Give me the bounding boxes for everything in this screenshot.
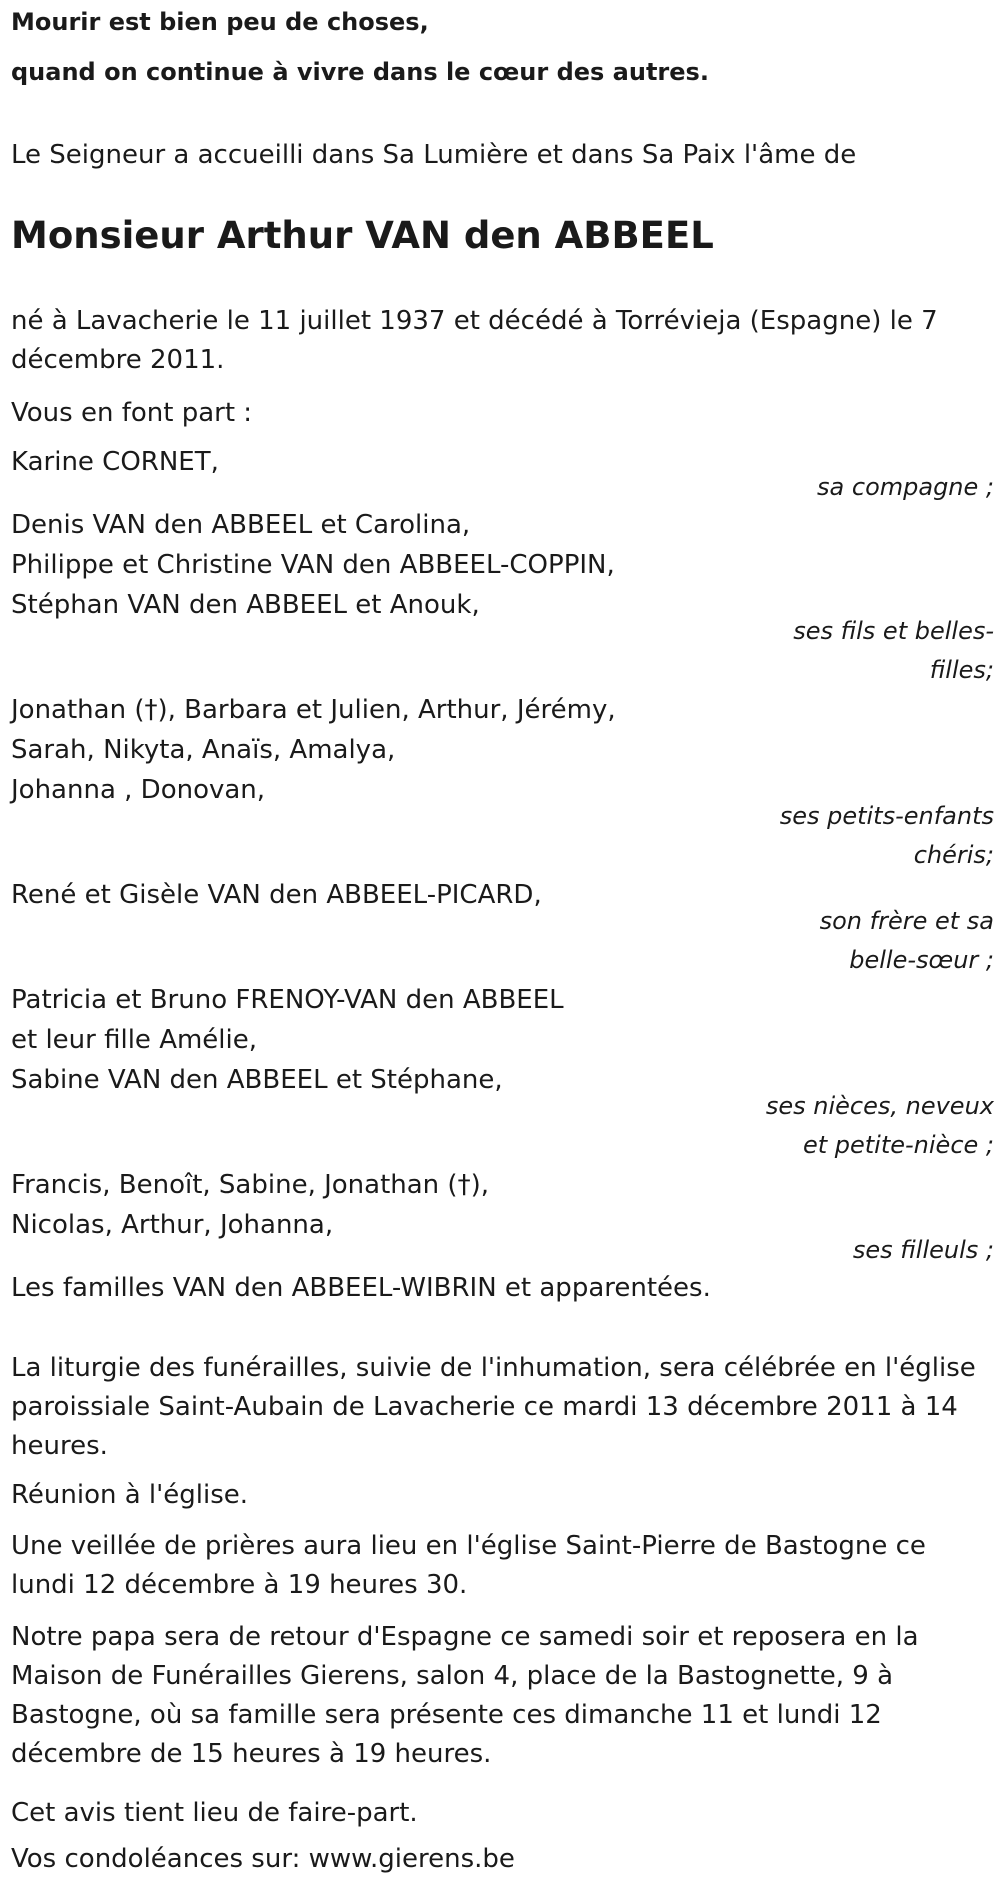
family-name-line: Sarah, Nikyta, Anaïs, Amalya,	[11, 735, 396, 765]
family-relation: son frère et sa	[819, 907, 994, 935]
family-name-line: Karine CORNET,	[11, 447, 219, 477]
family-relation: sa compagne ;	[817, 473, 994, 501]
intro-text: Le Seigneur a accueilli dans Sa Lumière et dans Sa Paix l'âme de	[11, 140, 857, 170]
family-name-line: Jonathan (†), Barbara et Julien, Arthur, Jérémy,	[11, 695, 616, 725]
condolences-text: Vos condoléances sur: www.gierens.be	[11, 1844, 515, 1874]
family-relation: ses nièces, neveux	[765, 1092, 994, 1120]
families-closing: Les familles VAN den ABBEEL-WIBRIN et apparentées.	[11, 1273, 711, 1303]
return-info-text: Notre papa sera de retour d'Espagne ce samedi soir et reposera en la Maison de Funérailles Gierens, salon 4, place de la Bastognette, 9 à Bastogne, où sa famille sera présente ces dimanche 11 et lundi 12 décembre de 15 heures à 19 heures.	[11, 1622, 919, 1769]
family-name-line: Johanna , Donovan,	[11, 775, 266, 805]
family-name-line: Stéphan VAN den ABBEEL et Anouk,	[11, 590, 480, 620]
announce-text: Vous en font part :	[11, 398, 253, 428]
family-name-line: Patricia et Bruno FRENOY-VAN den ABBEEL	[11, 985, 564, 1015]
notice-text: Cet avis tient lieu de faire-part.	[11, 1798, 418, 1828]
vigil-text: Une veillée de prières aura lieu en l'église Saint-Pierre de Bastogne ce lundi 12 décembre à 19 heures 30.	[11, 1531, 926, 1600]
family-relation: et petite-nièce ;	[802, 1131, 994, 1159]
family-relation: chéris;	[913, 841, 994, 869]
birth-death-text: né à Lavacherie le 11 juillet 1937 et décédé à Torrévieja (Espagne) le 7 décembre 2011.	[11, 306, 938, 375]
family-name-line: Francis, Benoît, Sabine, Jonathan (†),	[11, 1170, 489, 1200]
meeting-text: Réunion à l'église.	[11, 1480, 249, 1510]
funeral-text: La liturgie des funérailles, suivie de l'inhumation, sera célébrée en l'église paroissiale Saint-Aubain de Lavacherie ce mardi 13 décembre 2011 à 14 heures.	[11, 1353, 976, 1461]
family-name-line: et leur fille Amélie,	[11, 1025, 258, 1055]
quote-line-1: Mourir est bien peu de choses,	[11, 8, 429, 36]
family-name-line: Nicolas, Arthur, Johanna,	[11, 1210, 334, 1240]
family-name-line: Denis VAN den ABBEEL et Carolina,	[11, 510, 471, 540]
family-name-line: René et Gisèle VAN den ABBEEL-PICARD,	[11, 880, 542, 910]
family-relation: ses petits-enfants	[779, 802, 994, 830]
family-name-line: Sabine VAN den ABBEEL et Stéphane,	[11, 1065, 503, 1095]
family-relation: belle-sœur ;	[849, 946, 994, 974]
family-relation: ses filleuls ;	[852, 1236, 994, 1264]
deceased-name: Monsieur Arthur VAN den ABBEEL	[11, 214, 714, 257]
family-name-line: Philippe et Christine VAN den ABBEEL-COPPIN,	[11, 550, 615, 580]
family-relation: ses fils et belles-	[793, 617, 994, 645]
quote-line-2: quand on continue à vivre dans le cœur des autres.	[11, 58, 709, 86]
family-relation: filles;	[929, 656, 994, 684]
